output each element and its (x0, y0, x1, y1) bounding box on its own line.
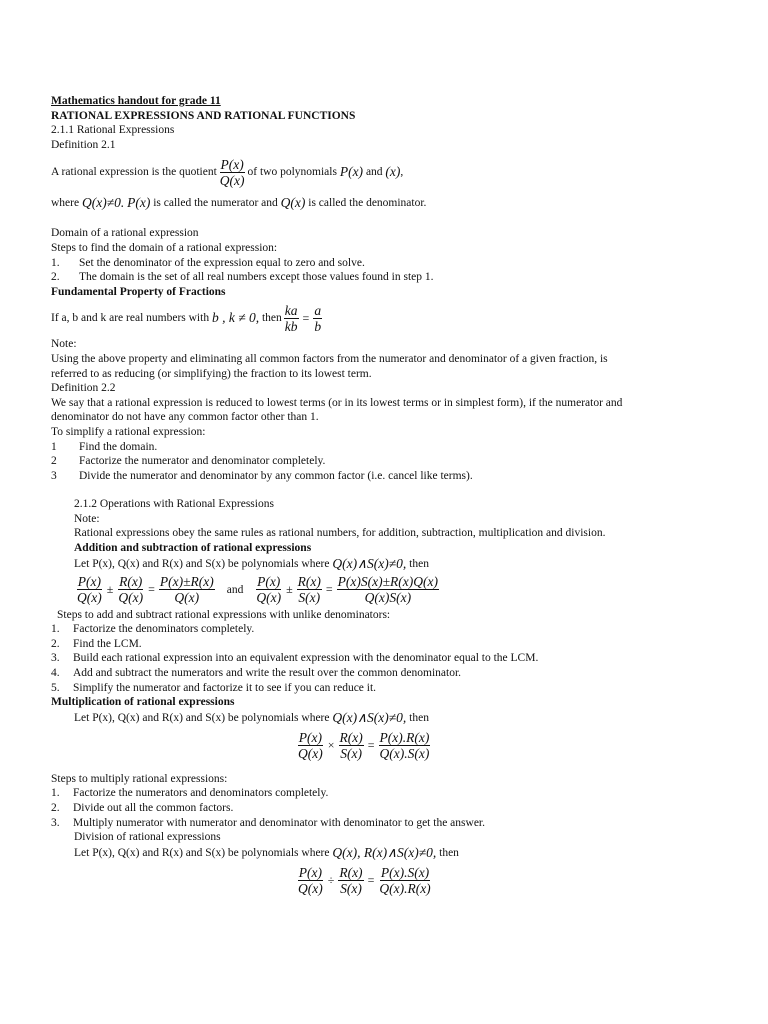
fundamental-property-title: Fundamental Property of Fractions (51, 285, 226, 298)
add1-result (159, 574, 215, 605)
unlike-step (51, 651, 691, 666)
plus-minus: ± (286, 582, 293, 597)
definition-2-2-label: Definition 2.2 (51, 382, 116, 395)
and-word: and (226, 583, 244, 596)
equals: = (325, 582, 333, 597)
let-text: Let P(x), Q(x) and R(x) and S(x) be polynomials where (74, 557, 330, 570)
add2-a (255, 574, 282, 605)
unlike-step (51, 622, 691, 637)
def21-and: and (365, 166, 383, 179)
definition-2-2-line: denominator do not have any common factor other than 1. (51, 411, 319, 424)
note-label: Note: (51, 338, 77, 351)
fp-rhs-den: b (314, 318, 322, 334)
step-text: Add and subtract the numerators and write the result over the common denominator. (73, 667, 462, 680)
frac-den: Q(x).S(x) (379, 746, 430, 762)
def21-frac-num: P(x) (220, 156, 244, 172)
step-text: The domain is the set of all real numbers except those values found in step 1. (79, 271, 434, 284)
def21-comma: , (400, 166, 404, 179)
fp-equals: = (302, 310, 310, 325)
where-text: where (51, 197, 80, 210)
fp-rhs-num: a (314, 302, 322, 318)
def21-fraction (219, 157, 246, 188)
let-then: then (409, 557, 429, 570)
definition-2-2-line: We say that a rational expression is reduced to lowest terms (or in its lowest terms or in simplest form), if the numerator and (51, 396, 623, 409)
step-number: 2. (51, 637, 60, 650)
frac-den: S(x) (340, 746, 362, 762)
fp-then: then (261, 312, 282, 325)
def21-text-b: of two polynomials (247, 166, 337, 179)
division-formula (51, 861, 691, 901)
division-let-line (51, 845, 691, 861)
def21-p: P(x) (339, 164, 364, 180)
ops-note-label: Note: (74, 512, 100, 525)
div-a (297, 865, 324, 896)
handout-title: Mathematics handout for grade 11 (51, 95, 221, 107)
section-heading-2-1-1: 2.1.1 Rational Expressions (51, 124, 175, 137)
def21-where-line (51, 192, 691, 214)
definition-2-1-label: Definition 2.1 (51, 138, 116, 151)
where-condition: Q(x)≠0. (81, 195, 125, 211)
let-then: then (409, 711, 429, 724)
handout-page (51, 94, 691, 901)
fp-lhs-den: kb (284, 318, 298, 334)
frac-den: Q(x) (174, 590, 200, 606)
fp-rhs-fraction (313, 303, 322, 334)
mult-steps-title: Steps to multiply rational expressions: (51, 772, 228, 785)
step-text: Find the domain. (79, 440, 158, 453)
mult-b (339, 730, 364, 761)
main-title: RATIONAL EXPRESSIONS AND RATIONAL FUNCTIONS (51, 109, 356, 122)
step-text: Factorize the numerators and denominators completely. (73, 787, 329, 800)
definition-2-1-text (51, 152, 691, 192)
step-number: 1. (51, 623, 60, 636)
frac-den: Q(x)S(x) (364, 590, 412, 606)
equals: = (367, 738, 375, 753)
frac-num: P(x) (257, 574, 281, 590)
step-number: 5. (51, 681, 60, 694)
frac-den: Q(x) (118, 590, 144, 606)
frac-den: S(x) (340, 881, 362, 897)
fp-lhs-fraction (284, 303, 299, 334)
domain-step (51, 256, 691, 271)
step-text: Factorize the denominators completely. (73, 623, 255, 636)
step-text: Divide out all the common factors. (73, 802, 234, 814)
frac-num: P(x).S(x) (380, 865, 430, 881)
frac-num: P(x) (298, 730, 322, 746)
let-text: Let P(x), Q(x) and R(x) and S(x) be polynomials where (74, 846, 330, 859)
step-text: Factorize the numerator and denominator completely. (79, 455, 326, 468)
let-condition: Q(x), R(x)∧S(x)≠0, (332, 844, 437, 860)
frac-den: Q(x) (298, 746, 323, 762)
simplify-step (51, 440, 691, 455)
def21-text-a: A rational expression is the quotient (51, 166, 217, 179)
unlike-step (51, 666, 691, 681)
step-number: 3 (51, 469, 57, 482)
step-number: 2. (51, 802, 60, 814)
add2-result (337, 574, 439, 605)
step-text: Build each rational expression into an equivalent expression with the denominator equal to the LCM. (73, 652, 539, 665)
fp-text: If a, b and k are real numbers with (51, 312, 210, 325)
unlike-title: Steps to add and subtract rational expressions with unlike denominators: (57, 608, 391, 621)
multiplication-title: Multiplication of rational expressions (51, 696, 235, 709)
let-text: Let P(x), Q(x) and R(x) and S(x) be polynomials where (74, 711, 330, 724)
mult-step (51, 801, 691, 816)
times: × (327, 738, 335, 753)
step-number: 4. (51, 667, 60, 680)
domain-steps-title: Steps to find the domain of a rational expression: (51, 241, 278, 254)
domain-step (51, 270, 691, 285)
add1-a (76, 574, 103, 605)
equals: = (367, 873, 375, 888)
ops-note-text: Rational expressions obey the same rules as rational numbers, for addition, subtraction, multiplication and division. (74, 527, 606, 540)
frac-num: P(x).R(x) (379, 730, 430, 746)
multiplication-formula (51, 726, 691, 766)
frac-num: P(x)±R(x) (159, 574, 214, 590)
let-then: then (439, 846, 459, 859)
step-number: 1. (51, 787, 60, 800)
mult-a (297, 730, 324, 761)
frac-den: Q(x) (77, 590, 102, 606)
where-end: is called the denominator. (308, 197, 427, 210)
addition-let-line (51, 556, 691, 572)
step-number: 1. (51, 256, 60, 269)
simplify-step (51, 469, 691, 484)
where-q: Q(x) (280, 195, 306, 211)
fp-condition: b , k ≠ 0, (211, 310, 260, 326)
frac-num: P(x) (77, 574, 101, 590)
frac-den: Q(x).R(x) (379, 881, 431, 897)
mult-step (51, 816, 691, 831)
step-text: Divide the numerator and denominator by any common factor (i.e. cancel like terms). (79, 469, 473, 482)
div-result (378, 865, 431, 896)
fundamental-property-statement (51, 299, 691, 337)
divide: ÷ (327, 873, 335, 888)
step-number: 3. (51, 652, 60, 665)
frac-den: Q(x) (256, 590, 282, 606)
frac-den: S(x) (298, 590, 321, 606)
simplify-step (51, 454, 691, 469)
frac-den: Q(x) (298, 881, 323, 897)
unlike-step (51, 681, 691, 696)
unlike-step (51, 637, 691, 652)
def21-q: (x) (385, 164, 401, 180)
let-condition: Q(x)∧S(x)≠0, (332, 709, 407, 725)
note-line: Using the above property and eliminating all common factors from the numerator and denominator of a given fraction, is (51, 352, 608, 365)
division-title: Division of rational expressions (74, 831, 221, 844)
domain-title: Domain of a rational expression (51, 227, 199, 240)
addition-formulas (51, 572, 691, 608)
add2-b (297, 574, 322, 605)
step-number: 2. (51, 271, 60, 284)
multiplication-let-line (51, 710, 691, 726)
step-text: Simplify the numerator and factorize it to see if you can reduce it. (73, 681, 377, 694)
frac-num: R(x) (297, 574, 321, 590)
step-number: 1 (51, 440, 57, 453)
mult-result (379, 730, 431, 761)
step-number: 3. (51, 816, 60, 829)
div-b (338, 865, 363, 896)
step-text: Find the LCM. (73, 637, 142, 650)
plus-minus: ± (106, 582, 114, 597)
let-condition: Q(x)∧S(x)≠0, (332, 555, 407, 571)
step-number: 2 (51, 455, 57, 468)
frac-num: R(x) (339, 730, 363, 746)
frac-num: R(x) (339, 865, 363, 881)
equals: = (148, 582, 155, 597)
step-text: Set the denominator of the expression equal to zero and solve. (79, 256, 365, 269)
mult-step (51, 786, 691, 801)
note-line: referred to as reducing (or simplifying) the fraction to its lowest term. (51, 367, 372, 380)
frac-num: R(x) (119, 574, 143, 590)
add1-b (117, 574, 144, 605)
where-p: P(x) (127, 195, 151, 211)
where-mid: is called the numerator and (153, 197, 278, 210)
addition-title: Addition and subtraction of rational expressions (74, 542, 312, 555)
frac-num: P(x)S(x)±R(x)Q(x) (337, 574, 439, 590)
fp-lhs-num: ka (284, 302, 298, 318)
simplify-title: To simplify a rational expression: (51, 425, 206, 438)
def21-frac-den: Q(x) (219, 172, 245, 188)
section-heading-2-1-2: 2.1.2 Operations with Rational Expressions (74, 498, 274, 511)
step-text: Multiply numerator with numerator and denominator with denominator to get the answer. (73, 816, 485, 829)
frac-num: P(x) (298, 865, 322, 881)
